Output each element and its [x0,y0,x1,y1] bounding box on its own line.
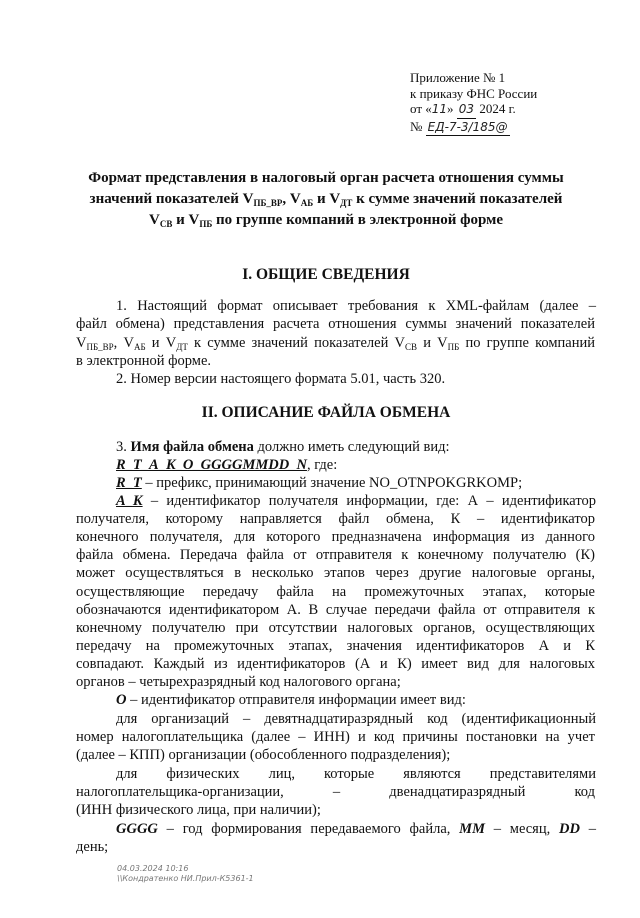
text-run: – месяц, [484,821,560,837]
order-number: ЕД-7-3/185@ [426,120,510,137]
text-run: 3. [116,439,131,455]
gggg-line-1 [116,821,596,838]
text-run: и V [145,335,177,351]
date-mid: » [447,101,454,116]
code-term: DD [559,821,580,837]
text-run: , где: [306,457,338,473]
org-line-2: номер налогоплательщика (далее – ИНН) и код причины постановки на учет [76,729,595,745]
fiz-line-1: для физических лиц, которые являются представителями [116,766,596,782]
ak-line-6: осуществляющие передачу файла на промежуточных этапах, которые [76,584,595,600]
title-subscript: ПБ_ВР [253,198,283,208]
appendix-line-2: к приказу ФНС России [410,85,538,101]
code-term: A_K [116,493,143,509]
footer-timestamp: 04.03.2024 10:16 [117,864,189,873]
code-term: MM [459,821,485,837]
title-line-3 [60,210,592,231]
title-text: , V [282,191,301,207]
text-run: V [76,335,87,351]
title-text: и V [313,191,341,207]
appendix-line-1: Приложение № 1 [410,70,506,85]
footer-file-path: \\Кондратенко НИ.Прил-К5361-1 [117,874,254,883]
section-2-heading: II. ОПИСАНИЕ ФАЙЛА ОБМЕНА [201,404,451,421]
ak-line-7: обозначаются идентификатором А. В случае передачи файла от отправителя к [76,602,595,618]
title-subscript: ПБ [199,219,213,229]
date-prefix: от « [410,101,432,116]
title-text: и V [172,212,200,228]
text-run: – [579,821,596,837]
ak-line-1 [116,493,596,510]
title-text: значений показателей V [89,191,254,207]
footer-stamp [117,864,254,884]
paragraph-1-line-4: в электронной форме. [76,353,212,369]
appendix-date-line [410,101,537,119]
ak-line-8: конечному получателю при отсутствии налоговых органов, осуществляющих [76,620,595,636]
paragraph-1-line-1: 1. Настоящий формат описывает требования к XML-файлам (далее – [116,298,596,314]
paragraph-3 [116,439,450,456]
text-run: , V [113,335,134,351]
text-run: должно иметь следующий вид: [253,439,450,455]
text-run: по группе компаний [459,335,596,351]
subscript: ПБ [447,342,460,352]
appendix-number-line [410,119,537,137]
bold-term: Имя файла обмена [130,439,254,455]
ak-line-4: файла обмена. Передача файла от отправителя к конечному получателю (К) [76,547,595,563]
date-month: 03 [457,102,476,119]
document-title [60,168,592,231]
text-run: и V [417,335,448,351]
subscript: ДТ [176,342,188,352]
title-line-2 [60,189,592,210]
code-term: GGGG [116,821,158,837]
code-term: O [116,692,127,708]
file-name-pattern: R_T_A_K_O_GGGGMMDD_N [116,457,307,473]
org-line-1: для организаций – девятнадцатиразрядный код (идентификационный [116,711,596,727]
date-year: 2024 г. [479,101,516,116]
text-run: – идентификатор получателя информации, где: А – идентификатор [142,493,596,509]
fiz-line-3: (ИНН физического лица, при наличии); [76,802,321,818]
date-day: 11 [431,102,448,116]
text-run: – префикс, принимающий значение NO_OTNPOKGRKOMP; [141,475,523,491]
rt-definition [116,475,522,492]
title-line-1: Формат представления в налоговый орган расчета отношения суммы [88,170,564,186]
text-run: – год формирования передаваемого файла, [157,821,460,837]
ak-line-9: передачу на промежуточных этапах, значения идентификаторов А и К [76,638,595,654]
ak-line-10: совпадают. Каждый из идентификаторов (А и К) имеет вид для налоговых [76,656,595,672]
fiz-line-2: налогоплательщика-организации, – двенадцатиразрядный код [76,784,595,800]
title-text: к сумме значений показателей [352,191,563,207]
ak-line-11: органов – четырехразрядный код налогового органа; [76,674,401,690]
section-1-heading: I. ОБЩИЕ СВЕДЕНИЯ [242,266,410,283]
paragraph-1-line-2: файл обмена) представления расчета отношения суммы значений показателей [76,316,595,332]
file-name-pattern-line [116,457,337,474]
title-subscript: ДТ [340,198,353,208]
title-subscript: АБ [300,198,314,208]
title-subscript: СВ [159,219,173,229]
gggg-line-2: день; [76,839,109,855]
code-term: R_T [116,475,142,491]
o-definition [116,692,466,709]
ak-line-3: конечного получателя, для которого предназначена информация из данного [76,529,595,545]
subscript: ПБ_ВР [86,342,114,352]
paragraph-2: 2. Номер версии настоящего формата 5.01, часть 320. [116,371,446,387]
org-line-3: (далее – КПП) организации (обособленного подразделения); [76,747,451,763]
ak-line-2: получателя, которому направляется файл обмена, К – идентификатор [76,511,595,527]
appendix-block [410,70,537,136]
text-run: к сумме значений показателей V [187,335,406,351]
ak-line-5: может осуществляться в несколько этапов через другие налоговые органы, [76,565,595,581]
subscript: АБ [133,342,146,352]
title-text: по группе компаний в электронной форме [212,212,503,228]
number-prefix: № [410,118,423,134]
subscript: СВ [405,342,418,352]
text-run: – идентификатор отправителя информации имеет вид: [126,692,466,708]
title-text: V [148,212,160,228]
paragraph-1-line-3 [76,335,595,352]
